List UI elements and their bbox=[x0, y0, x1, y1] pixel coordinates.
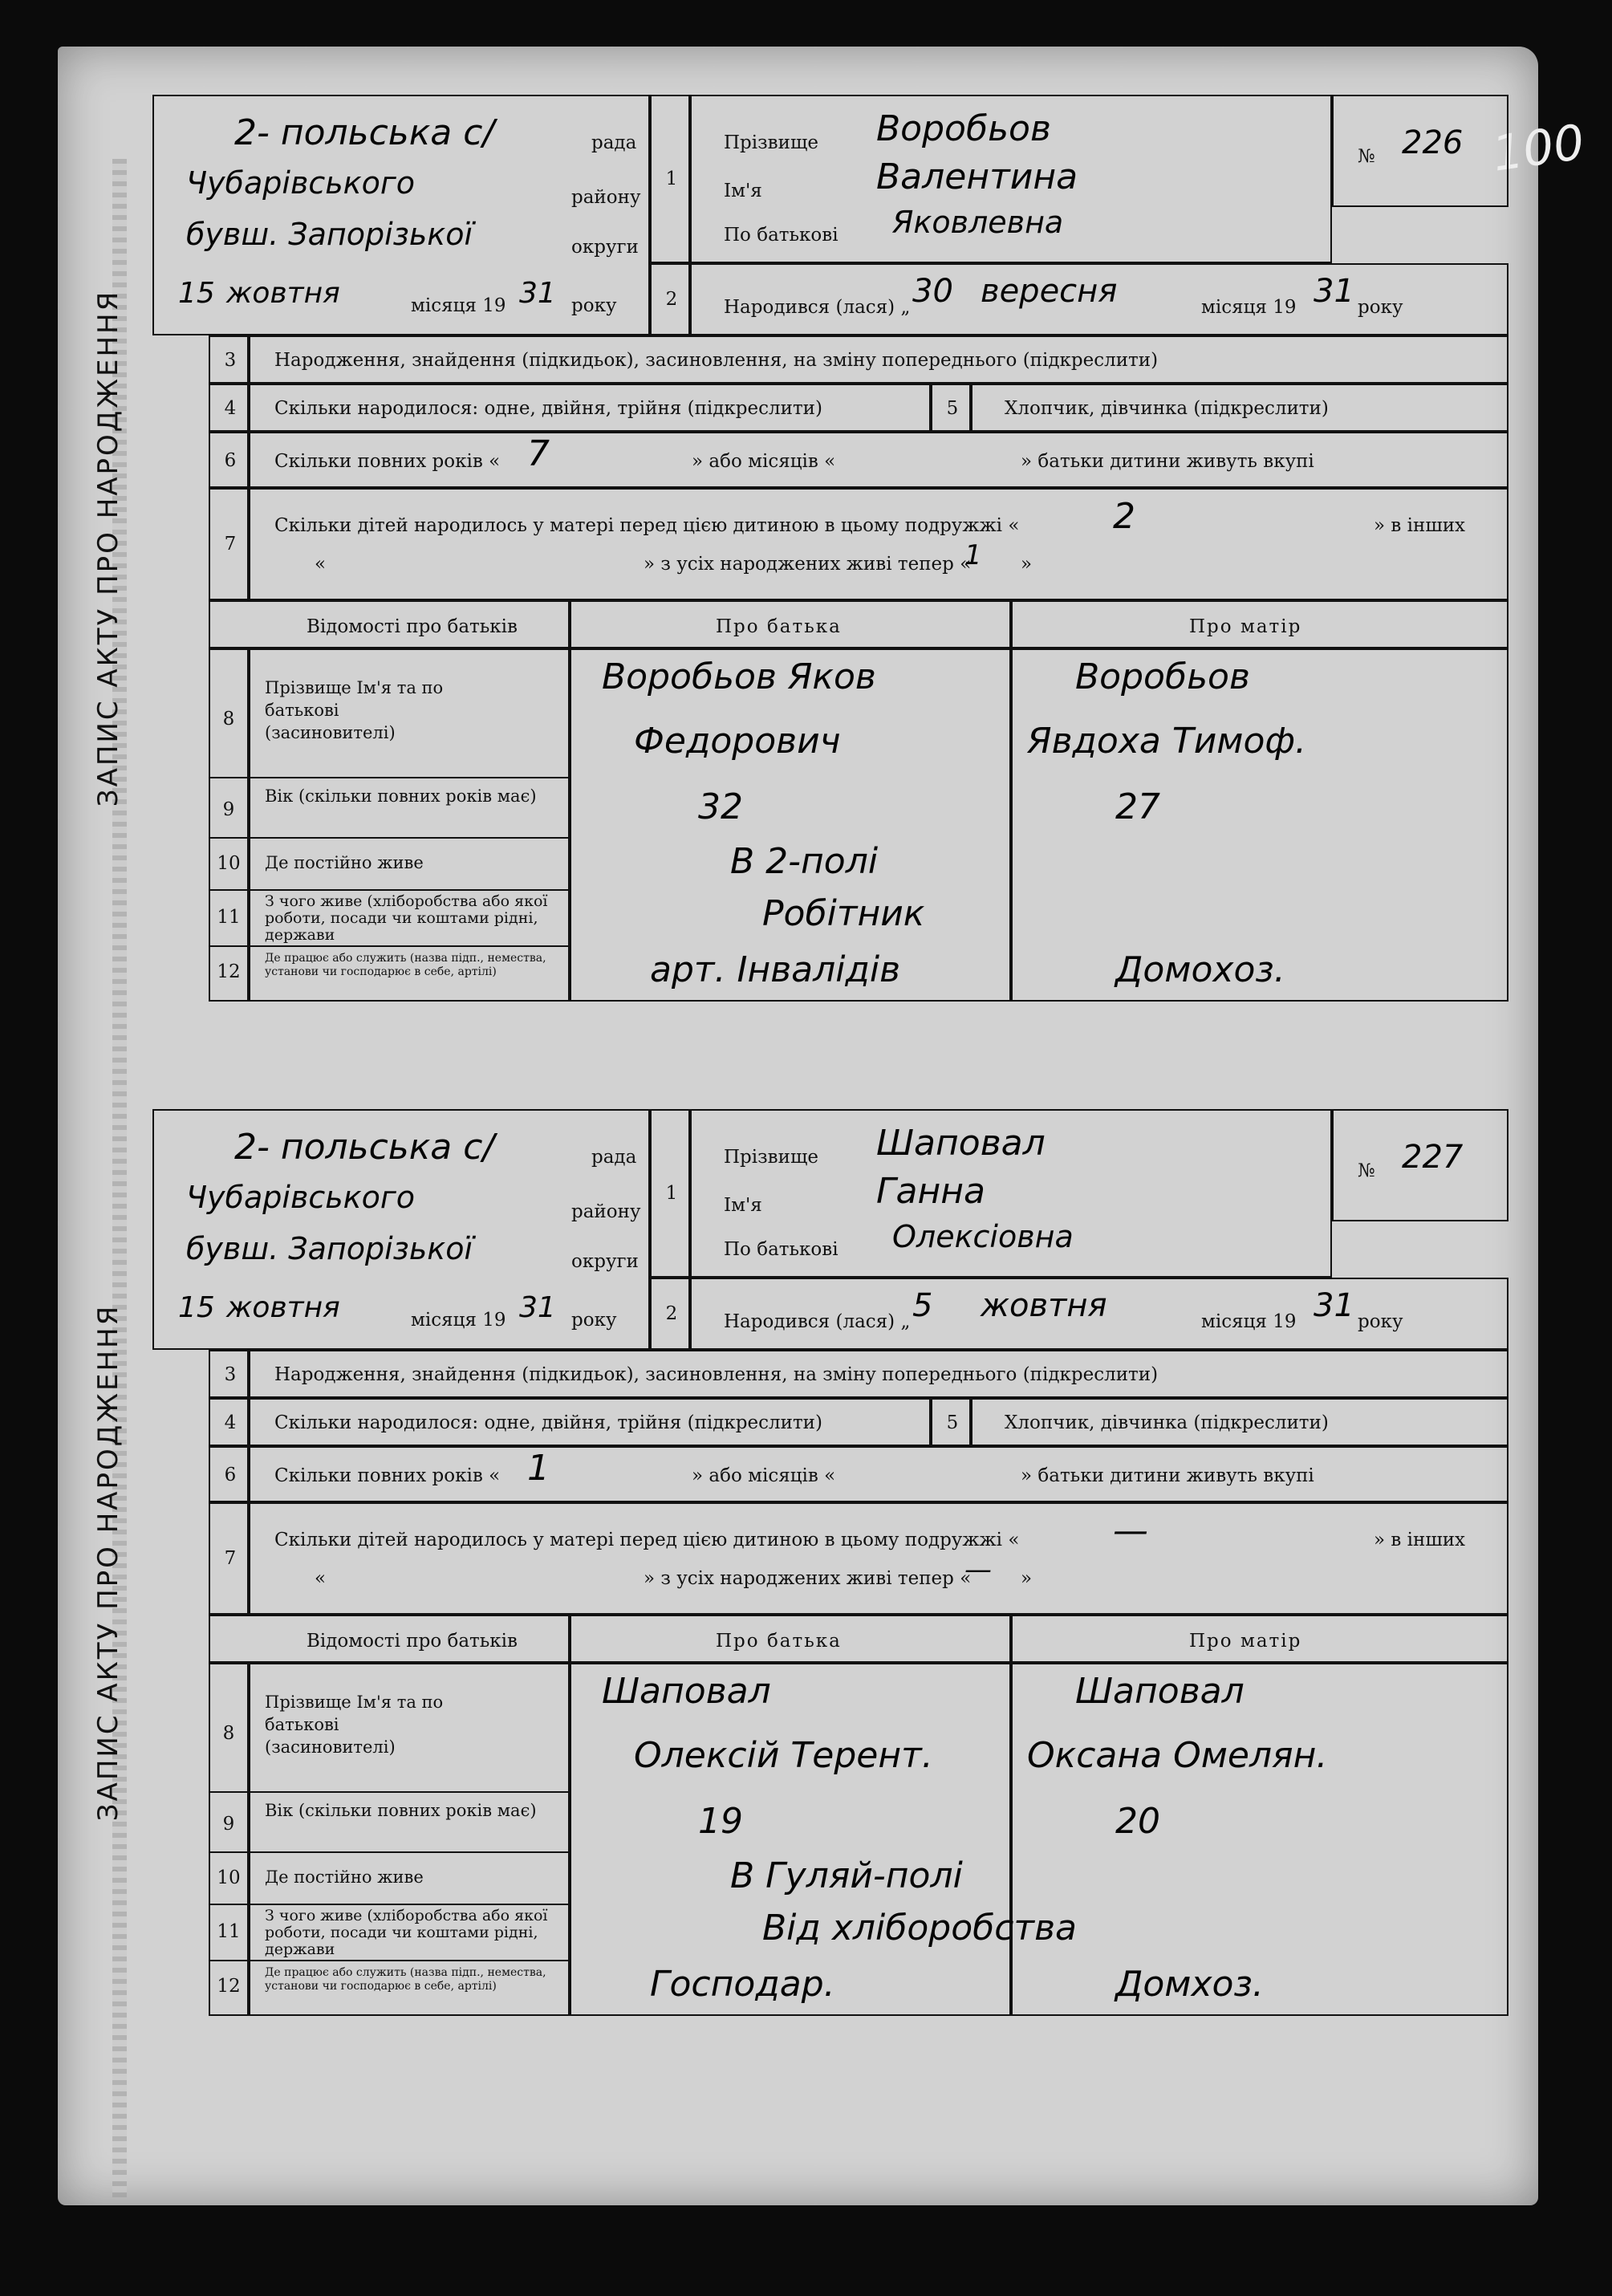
father-work: арт. Інвалідів bbox=[650, 949, 901, 990]
row-number-5: 5 bbox=[946, 398, 959, 419]
birth-date-row bbox=[690, 263, 1508, 335]
okruha-value: бувш. Запорізької bbox=[186, 1231, 473, 1266]
row7d-text: » з усіх народжених живі тепер « bbox=[644, 554, 972, 575]
roku-label: року bbox=[571, 1310, 617, 1331]
row-years-together bbox=[249, 432, 1508, 488]
row-number-12: 12 bbox=[217, 961, 241, 982]
father-work: Господар. bbox=[650, 1964, 835, 2005]
child-surname: Воробьов bbox=[876, 108, 1051, 149]
reg-month: жовтня bbox=[226, 1291, 340, 1324]
row-number-6: 6 bbox=[224, 1465, 237, 1485]
rada-value: 2- польська с/ bbox=[234, 1127, 495, 1168]
row-birth-type bbox=[249, 335, 1508, 384]
row12-label: Де працює або служить (назва підп., немества, установи чи господарює в себе, артілі) bbox=[265, 1966, 546, 1993]
birth-roku-label: року bbox=[1358, 297, 1403, 318]
row10-label: Де постійно живе bbox=[265, 853, 424, 872]
row8-label: Прізвище Ім'я та по батькові (засиновителі) bbox=[265, 678, 444, 742]
father-header: Про батька bbox=[716, 1631, 842, 1652]
record-number: 227 bbox=[1402, 1139, 1464, 1176]
row-birth-type bbox=[249, 1350, 1508, 1398]
reg-year-prefix: місяця 19 bbox=[411, 1310, 506, 1331]
row7c-text: « bbox=[315, 554, 327, 575]
row7b-text: » в інших bbox=[1374, 515, 1466, 536]
row-number-3: 3 bbox=[224, 350, 237, 371]
row-years-together bbox=[249, 1446, 1508, 1502]
row-number-1: 1 bbox=[665, 169, 678, 189]
registration-place-block bbox=[152, 1109, 650, 1350]
father-age: 32 bbox=[698, 786, 743, 827]
reg-year: 31 bbox=[519, 1291, 556, 1324]
rada-value: 2- польська с/ bbox=[234, 112, 495, 153]
birth-record bbox=[92, 95, 1508, 1002]
surname-label: Прізвище bbox=[724, 1147, 818, 1168]
row7b-text: » в інших bbox=[1374, 1530, 1466, 1550]
reg-year-prefix: місяця 19 bbox=[411, 295, 506, 316]
raion-value: Чубарівського bbox=[186, 165, 416, 201]
father-header: Про батька bbox=[716, 616, 842, 637]
reg-year: 31 bbox=[519, 277, 556, 310]
row-number-9: 9 bbox=[222, 799, 235, 820]
row-children bbox=[249, 1502, 1508, 1615]
registration-place-block bbox=[152, 95, 650, 335]
born-label: Народився (лася) „ bbox=[724, 1311, 911, 1332]
child-name-block bbox=[690, 1109, 1332, 1278]
row-number-8: 8 bbox=[222, 1723, 235, 1744]
mother-age: 20 bbox=[1115, 1801, 1160, 1842]
row-number-5: 5 bbox=[946, 1412, 959, 1433]
row-number-8: 8 bbox=[222, 709, 235, 729]
years-together: 1 bbox=[527, 1448, 550, 1489]
row-number-2: 2 bbox=[665, 1303, 678, 1324]
row9-label: Вік (скільки повних років має) bbox=[265, 786, 537, 806]
birth-record bbox=[92, 1109, 1508, 2016]
row3-text: Народження, знайдення (підкидьок), засиновлення, на зміну попереднього (підкреслити) bbox=[274, 350, 1159, 371]
mother-surname: Шаповал bbox=[1075, 1671, 1245, 1712]
row12-label: Де працює або служить (назва підп., немества, установи чи господарює в себе, артілі) bbox=[265, 952, 546, 978]
row4-text: Скільки народилося: одне, двійня, трійня (підкреслити) bbox=[274, 1412, 822, 1433]
side-title: ЗАПИС АКТУ ПРО НАРОДЖЕННЯ bbox=[92, 1303, 124, 1822]
years-together: 7 bbox=[527, 433, 550, 474]
occupation: Від хліборобства bbox=[762, 1908, 1077, 1949]
row6c-text: » батьки дитини живуть вкупі bbox=[1021, 451, 1314, 472]
mother-surname: Воробьов bbox=[1075, 656, 1250, 697]
mother-work: Домохоз. bbox=[1115, 949, 1285, 990]
raion-label: району bbox=[571, 1201, 641, 1222]
row6a-text: Скільки повних років « bbox=[274, 451, 501, 472]
row-number-11: 11 bbox=[217, 907, 241, 928]
row7d-text: » з усіх народжених живі тепер « bbox=[644, 1568, 972, 1589]
row11-label: З чого живе (хліборобства або якої роботи, посади чи коштами рідні, держави bbox=[265, 892, 548, 944]
record-number-box bbox=[1332, 1109, 1508, 1221]
row-number-10: 10 bbox=[217, 853, 241, 874]
rada-label: рада bbox=[591, 132, 637, 153]
children-before: 2 bbox=[1113, 496, 1135, 537]
child-name-block bbox=[690, 95, 1332, 263]
birth-year: 31 bbox=[1314, 273, 1354, 310]
row-number-2: 2 bbox=[665, 289, 678, 310]
patronymic-label: По батькові bbox=[724, 1239, 838, 1260]
row7a-text: Скільки дітей народилось у матері перед цією дитиною в цьому подружжі « bbox=[274, 515, 1020, 536]
side-title: ЗАПИС АКТУ ПРО НАРОДЖЕННЯ bbox=[92, 289, 124, 807]
record-number: 226 bbox=[1402, 124, 1464, 161]
row9-label: Вік (скільки повних років має) bbox=[265, 1801, 537, 1820]
row-sex bbox=[971, 1398, 1508, 1446]
row5-text: Хлопчик, дівчинка (підкреслити) bbox=[1005, 1412, 1329, 1433]
parents-info-header: Відомості про батьків bbox=[307, 1631, 518, 1652]
residence: В 2-полі bbox=[730, 841, 879, 882]
row-number-7: 7 bbox=[224, 534, 237, 555]
child-surname: Шаповал bbox=[876, 1123, 1046, 1164]
record-number-box bbox=[1332, 95, 1508, 207]
mother-work: Домхоз. bbox=[1115, 1964, 1264, 2005]
row-sex bbox=[971, 384, 1508, 432]
row6b-text: » або місяців « bbox=[692, 1465, 836, 1486]
row-number-4: 4 bbox=[224, 1412, 237, 1433]
parents-info-header: Відомості про батьків bbox=[307, 616, 518, 637]
okruha-label: округи bbox=[571, 237, 639, 258]
row-number-1: 1 bbox=[665, 1183, 678, 1204]
row-number-4: 4 bbox=[224, 398, 237, 419]
birth-year-prefix: місяця 19 bbox=[1201, 1311, 1297, 1332]
mother-age: 27 bbox=[1115, 786, 1160, 827]
mother-header: Про матір bbox=[1189, 616, 1302, 637]
row-number-11: 11 bbox=[217, 1921, 241, 1942]
birth-month: жовтня bbox=[981, 1287, 1107, 1324]
okruha-value: бувш. Запорізької bbox=[186, 217, 473, 252]
mother-name: Явдоха Тимоф. bbox=[1027, 721, 1307, 762]
birth-roku-label: року bbox=[1358, 1311, 1403, 1332]
rada-label: рада bbox=[591, 1147, 637, 1168]
number-label: № bbox=[1358, 1160, 1375, 1181]
row10-label: Де постійно живе bbox=[265, 1867, 424, 1887]
row-children bbox=[249, 488, 1508, 600]
father-name: Олексій Терент. bbox=[634, 1735, 933, 1776]
row-number-10: 10 bbox=[217, 1867, 241, 1888]
roku-label: року bbox=[571, 295, 617, 316]
name-label: Ім'я bbox=[724, 1195, 762, 1216]
row4-text: Скільки народилося: одне, двійня, трійня (підкреслити) bbox=[274, 398, 822, 419]
row-multiples bbox=[249, 384, 931, 432]
row-number-6: 6 bbox=[224, 450, 237, 471]
occupation: Робітник bbox=[762, 893, 925, 934]
children-before: — bbox=[1113, 1510, 1148, 1551]
child-name: Валентина bbox=[876, 156, 1078, 197]
birth-day: 30 bbox=[912, 273, 953, 310]
row8-label: Прізвище Ім'я та по батькові (засиновителі) bbox=[265, 1693, 444, 1757]
row5-text: Хлопчик, дівчинка (підкреслити) bbox=[1005, 398, 1329, 419]
number-label: № bbox=[1358, 146, 1375, 167]
birth-date-row bbox=[690, 1278, 1508, 1350]
father-name: Федорович bbox=[634, 721, 841, 762]
birth-day: 5 bbox=[912, 1287, 933, 1324]
birth-month: вересня bbox=[981, 273, 1118, 310]
okruha-label: округи bbox=[571, 1251, 639, 1272]
row-number-3: 3 bbox=[224, 1364, 237, 1385]
row-number-12: 12 bbox=[217, 1976, 241, 1997]
raion-label: району bbox=[571, 187, 641, 208]
row-number-9: 9 bbox=[222, 1814, 235, 1835]
reg-month: жовтня bbox=[226, 277, 340, 310]
row7a-text: Скільки дітей народилось у матері перед цією дитиною в цьому подружжі « bbox=[274, 1530, 1020, 1550]
child-patronymic: Яковлевна bbox=[892, 205, 1064, 240]
page-number: 100 bbox=[1488, 114, 1588, 183]
child-name: Ганна bbox=[876, 1171, 985, 1212]
row3-text: Народження, знайдення (підкидьок), засиновлення, на зміну попереднього (підкреслити) bbox=[274, 1364, 1159, 1385]
birth-year: 31 bbox=[1314, 1287, 1354, 1324]
mother-name: Оксана Омелян. bbox=[1027, 1735, 1328, 1776]
row6a-text: Скільки повних років « bbox=[274, 1465, 501, 1486]
birth-year-prefix: місяця 19 bbox=[1201, 297, 1297, 318]
row-number-7: 7 bbox=[224, 1548, 237, 1569]
residence: В Гуляй-полі bbox=[730, 1855, 963, 1896]
mother-header: Про матір bbox=[1189, 1631, 1302, 1652]
row-multiples bbox=[249, 1398, 931, 1446]
father-surname: Шаповал bbox=[602, 1671, 771, 1712]
children-alive: — bbox=[964, 1554, 992, 1586]
row6c-text: » батьки дитини живуть вкупі bbox=[1021, 1465, 1314, 1486]
raion-value: Чубарівського bbox=[186, 1180, 416, 1215]
row6b-text: » або місяців « bbox=[692, 451, 836, 472]
father-surname: Воробьов Яков bbox=[602, 656, 876, 697]
father-age: 19 bbox=[698, 1801, 743, 1842]
row7e-text: » bbox=[1021, 554, 1033, 575]
reg-day: 15 bbox=[178, 277, 215, 310]
row7e-text: » bbox=[1021, 1568, 1033, 1589]
patronymic-label: По батькові bbox=[724, 225, 838, 246]
children-alive: 1 bbox=[964, 539, 982, 571]
child-patronymic: Олексіовна bbox=[892, 1219, 1074, 1254]
row11-label: З чого живе (хліборобства або якої роботи, посади чи коштами рідні, держави bbox=[265, 1907, 548, 1958]
born-label: Народився (лася) „ bbox=[724, 297, 911, 318]
reg-day: 15 bbox=[178, 1291, 215, 1324]
name-label: Ім'я bbox=[724, 181, 762, 201]
row7c-text: « bbox=[315, 1568, 327, 1589]
surname-label: Прізвище bbox=[724, 132, 818, 153]
